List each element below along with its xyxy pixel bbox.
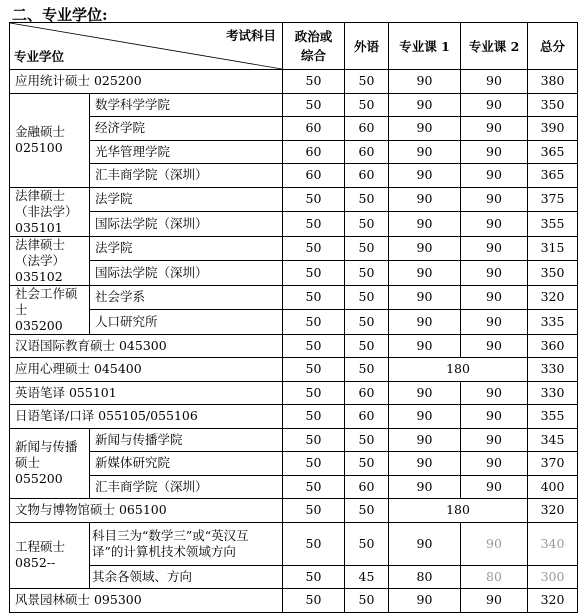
- politics-score: 50: [283, 499, 345, 523]
- course2-score: 90: [461, 334, 528, 358]
- degree-name: 金融硕士 025100: [10, 93, 90, 187]
- degree-name: 法律硕士（非法学） 035101: [10, 187, 90, 236]
- table-row: [10, 565, 578, 589]
- foreign-score: 50: [345, 334, 389, 358]
- foreign-score: 50: [345, 522, 389, 565]
- total-score: 355: [528, 212, 578, 237]
- table-row: [10, 164, 578, 188]
- total-score: 345: [528, 428, 578, 452]
- total-score: 350: [528, 93, 578, 117]
- foreign-score: 50: [345, 93, 389, 117]
- course2-score: 90: [461, 212, 528, 237]
- table-row: [10, 261, 578, 286]
- degree-name: 社会工作硕士 035200: [10, 285, 90, 334]
- table-row: [10, 475, 578, 499]
- school-name: 社会学系: [90, 285, 283, 310]
- foreign-score: 60: [345, 164, 389, 188]
- course1-score: 90: [389, 334, 461, 358]
- school-name: 数学科学学院: [90, 93, 283, 117]
- politics-score: 60: [283, 117, 345, 141]
- degree-name: 工程硕士 0852--: [10, 522, 90, 589]
- politics-score: 50: [283, 310, 345, 335]
- course1-score: 90: [389, 261, 461, 286]
- table-row: [10, 428, 578, 452]
- politics-score: 50: [283, 428, 345, 452]
- course1-score: 90: [389, 285, 461, 310]
- total-score: 340: [528, 522, 578, 565]
- politics-score: 50: [283, 70, 345, 94]
- table-row: [10, 187, 578, 212]
- table-row: [10, 236, 578, 261]
- school-name: 新闻与传播学院: [90, 428, 283, 452]
- politics-score: 50: [283, 358, 345, 382]
- course1-score: 90: [389, 589, 461, 613]
- course2-score: 90: [461, 70, 528, 94]
- table-row: [10, 405, 578, 429]
- exam-subject-label: 考试科目: [225, 28, 276, 43]
- course2-score: 90: [461, 405, 528, 429]
- course2-score: 90: [461, 164, 528, 188]
- table-row: [10, 499, 578, 523]
- total-score: 315: [528, 236, 578, 261]
- course2-score: 80: [461, 565, 528, 589]
- total-score: 320: [528, 499, 578, 523]
- total-score: 320: [528, 285, 578, 310]
- total-score: 370: [528, 452, 578, 476]
- course1-score: 90: [389, 522, 461, 565]
- politics-score: 50: [283, 452, 345, 476]
- total-score: 350: [528, 261, 578, 286]
- course2-score: 90: [461, 381, 528, 405]
- course2-score: 90: [461, 522, 528, 565]
- table-row: [10, 70, 578, 94]
- total-score: 390: [528, 117, 578, 141]
- course1-score: 90: [389, 381, 461, 405]
- header-row: [10, 23, 578, 70]
- politics-score: 50: [283, 285, 345, 310]
- section-title: 二、专业学位:: [12, 6, 108, 24]
- politics-score: 50: [283, 212, 345, 237]
- politics-score: 50: [283, 187, 345, 212]
- course1-score: 90: [389, 310, 461, 335]
- foreign-score: 50: [345, 236, 389, 261]
- table-row: [10, 285, 578, 310]
- foreign-score: 60: [345, 140, 389, 164]
- school-name: 经济学院: [90, 117, 283, 141]
- foreign-score: 50: [345, 70, 389, 94]
- course2-score: 90: [461, 452, 528, 476]
- total-score: 355: [528, 405, 578, 429]
- col-course1-header: 专业课 1: [389, 23, 461, 70]
- foreign-score: 60: [345, 405, 389, 429]
- foreign-score: 60: [345, 475, 389, 499]
- foreign-score: 50: [345, 452, 389, 476]
- school-name: 汇丰商学院（深圳）: [90, 475, 283, 499]
- course1-score: 90: [389, 164, 461, 188]
- foreign-score: 45: [345, 565, 389, 589]
- table-row: [10, 140, 578, 164]
- combined-course-score: 180: [389, 358, 528, 382]
- total-score: 360: [528, 334, 578, 358]
- degree-name: 汉语国际教育硕士 045300: [10, 334, 283, 358]
- course2-score: 90: [461, 140, 528, 164]
- course1-score: 80: [389, 565, 461, 589]
- course1-score: 90: [389, 236, 461, 261]
- course2-score: 90: [461, 93, 528, 117]
- politics-score: 50: [283, 405, 345, 429]
- foreign-score: 50: [345, 187, 389, 212]
- politics-score: 50: [283, 334, 345, 358]
- degree-name: 应用统计硕士 025200: [10, 70, 283, 94]
- total-score: 380: [528, 70, 578, 94]
- combined-course-score: 180: [389, 499, 528, 523]
- degree-name: 法律硕士（法学） 035102: [10, 236, 90, 285]
- school-name: 人口研究所: [90, 310, 283, 335]
- school-name: 国际法学院（深圳）: [90, 261, 283, 286]
- school-name: 法学院: [90, 236, 283, 261]
- col-politics-header: 政治或 综合: [283, 23, 345, 70]
- course1-score: 90: [389, 70, 461, 94]
- school-name: 法学院: [90, 187, 283, 212]
- table-row: [10, 358, 578, 382]
- foreign-score: 50: [345, 358, 389, 382]
- course2-score: 90: [461, 475, 528, 499]
- course2-score: 90: [461, 428, 528, 452]
- course1-score: 90: [389, 212, 461, 237]
- politics-score: 60: [283, 140, 345, 164]
- table-row: [10, 589, 578, 613]
- degree-name: 文物与博物馆硕士 065100: [10, 499, 283, 523]
- course2-score: 90: [461, 310, 528, 335]
- course2-score: 90: [461, 187, 528, 212]
- foreign-score: 50: [345, 310, 389, 335]
- col-foreign-header: 外语: [345, 23, 389, 70]
- school-name: 新媒体研究院: [90, 452, 283, 476]
- foreign-score: 50: [345, 428, 389, 452]
- school-name: 国际法学院（深圳）: [90, 212, 283, 237]
- col-total-header: 总分: [528, 23, 578, 70]
- degree-name: 英语笔译 055101: [10, 381, 283, 405]
- corner-header-cell: [10, 23, 283, 70]
- politics-score: 60: [283, 164, 345, 188]
- table-row: [10, 212, 578, 237]
- total-score: 335: [528, 310, 578, 335]
- table-row: [10, 117, 578, 141]
- score-table: [9, 22, 578, 613]
- politics-score: 50: [283, 589, 345, 613]
- degree-name: 日语笔译/口译 055105/055106: [10, 405, 283, 429]
- course1-score: 90: [389, 187, 461, 212]
- politics-score: 50: [283, 261, 345, 286]
- foreign-score: 50: [345, 589, 389, 613]
- course1-score: 90: [389, 428, 461, 452]
- school-name: 科目三为“数学三”或“英汉互译”的计算机技术领域方向: [90, 522, 283, 565]
- table-row: [10, 452, 578, 476]
- degree-name: 风景园林硕士 095300: [10, 589, 283, 613]
- course1-score: 90: [389, 93, 461, 117]
- course1-score: 90: [389, 452, 461, 476]
- politics-score: 50: [283, 381, 345, 405]
- course2-score: 90: [461, 117, 528, 141]
- foreign-score: 60: [345, 381, 389, 405]
- foreign-score: 50: [345, 261, 389, 286]
- total-score: 300: [528, 565, 578, 589]
- total-score: 375: [528, 187, 578, 212]
- table-row: [10, 310, 578, 335]
- politics-score: 50: [283, 236, 345, 261]
- politics-score: 50: [283, 93, 345, 117]
- total-score: 330: [528, 381, 578, 405]
- course2-score: 90: [461, 236, 528, 261]
- total-score: 365: [528, 140, 578, 164]
- total-score: 400: [528, 475, 578, 499]
- course2-score: 90: [461, 589, 528, 613]
- degree-name: 新闻与传播硕士 055200: [10, 428, 90, 499]
- politics-score: 50: [283, 475, 345, 499]
- degree-name: 应用心理硕士 045400: [10, 358, 283, 382]
- table-row: [10, 522, 578, 565]
- foreign-score: 50: [345, 499, 389, 523]
- politics-score: 50: [283, 565, 345, 589]
- total-score: 320: [528, 589, 578, 613]
- total-score: 365: [528, 164, 578, 188]
- course2-score: 90: [461, 285, 528, 310]
- degree-label: 专业学位: [14, 49, 65, 64]
- foreign-score: 50: [345, 212, 389, 237]
- course2-score: 90: [461, 261, 528, 286]
- course1-score: 90: [389, 117, 461, 141]
- table-row: [10, 334, 578, 358]
- course1-score: 90: [389, 405, 461, 429]
- school-name: 光华管理学院: [90, 140, 283, 164]
- foreign-score: 50: [345, 285, 389, 310]
- course1-score: 90: [389, 475, 461, 499]
- politics-score: 50: [283, 522, 345, 565]
- course1-score: 90: [389, 140, 461, 164]
- foreign-score: 60: [345, 117, 389, 141]
- table-row: [10, 381, 578, 405]
- total-score: 330: [528, 358, 578, 382]
- school-name: 汇丰商学院（深圳）: [90, 164, 283, 188]
- school-name: 其余各领域、方向: [90, 565, 283, 589]
- col-course2-header: 专业课 2: [461, 23, 528, 70]
- table-row: [10, 93, 578, 117]
